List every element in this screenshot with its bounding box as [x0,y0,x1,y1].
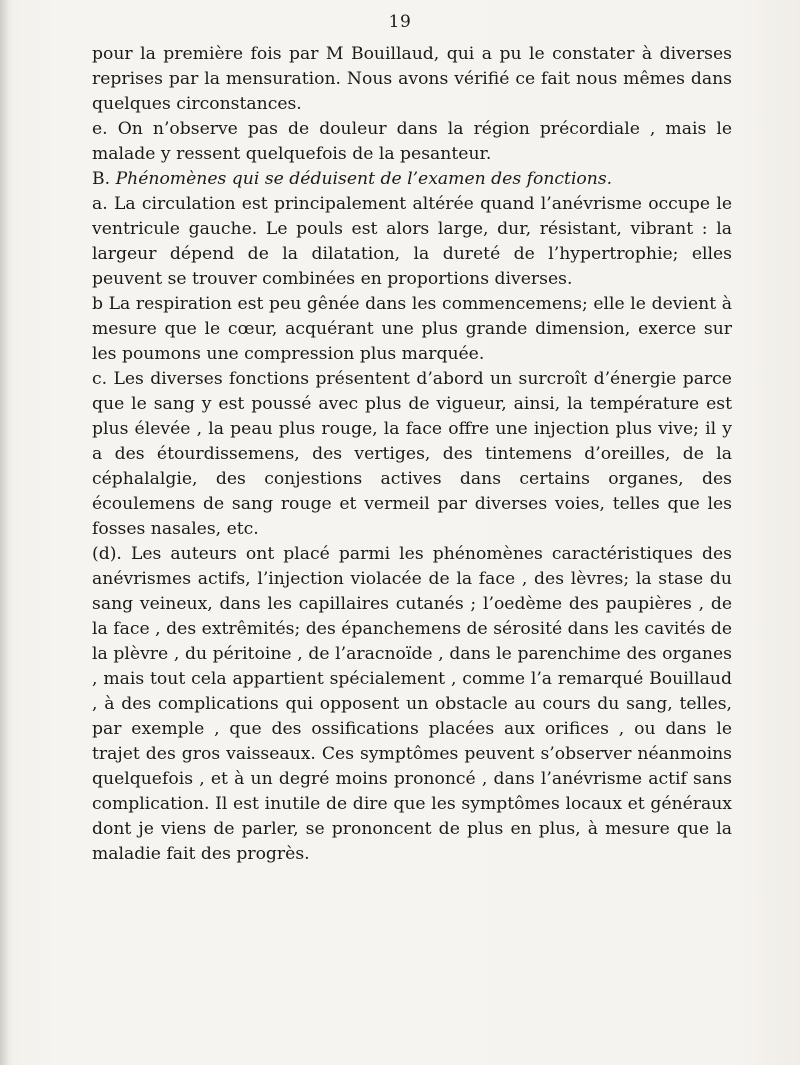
paragraph-b [92,292,732,367]
paragraph-text: Les auteurs ont placé parmi les phénomènes caractéristiques des anévrismes actifs, l’injection violacée de la face , des lèvres; la stase du sang veineux, dans les capillaires cutanés ; l’oedème des paupières , de la face , des extrêmités; des épanchemens de sérosité dans les cavités de la plèvre , du péritoine , de l’aracnoïde , dans le parenchime des organes , mais tout cela appartient spécialement , comme l’a remarqué Bouillaud , à des complications qui opposent un obstacle au cours du sang, telles, par exemple , que des ossifications placées aux orifices , ou dans le trajet des gros vaisseaux. Ces symptômes peuvent s’observer néanmoins quelquefois , et à un degré moins prononcé , dans l’anévrisme actif sans complication. Il est inutile de dire que les symptômes locaux et généraux dont je viens de parler, se prononcent de plus en plus, à mesure que la maladie fait des progrès. [92,544,732,864]
page-number: 19 [388,12,412,32]
paragraph-label: e. [92,119,108,139]
paragraph-continuation [92,42,732,117]
paragraph-text: pour la première fois par M Bouillaud, qui a pu le constater à diverses reprises par la mensuration. Nous avons vérifié ce fait nous mêmes dans quelques circonstances. [92,44,732,114]
body-text [92,42,732,867]
paragraph-label: (d). [92,544,122,564]
paragraph-label: c. [92,369,108,389]
section-heading-B [92,167,732,192]
paragraph-text: La respiration est peu gênée dans les commencemens; elle le devient à mesure que le cœur, acquérant une plus grande dimension, exerce sur les poumons une compression plus marquée. [92,294,732,364]
paragraph-d [92,542,732,867]
paragraph-text: On n’observe pas de douleur dans la région précordiale , mais le malade y ressent quelquefois de la pesanteur. [92,119,732,164]
paragraph-c [92,367,732,542]
paragraph-label: a. [92,194,108,214]
paragraph-a [92,192,732,292]
section-label: B. [92,169,111,189]
paragraph-text: La circulation est principalement altérée quand l’anévrisme occupe le ventricule gauche. Le pouls est alors large, dur, résistant, vibrant : la largeur dépend de la dilatation, la dureté de l’hypertrophie; elles peuvent se trouver combinées en proportions diverses. [92,194,732,289]
paragraph-text: Les diverses fonctions présentent d’abord un surcroît d’énergie parce que le sang y est poussé avec plus de vigueur, ainsi, la température est plus élevée , la peau plus rouge, la face offre une injection plus vive; il y a des étourdissemens, des vertiges, des tintemens d’oreilles, de la céphalalgie, des conjestions actives dans certains organes, des écoulemens de sang rouge et vermeil par diverses voies, telles que les fosses nasales, etc. [92,369,732,539]
section-title: Phénomènes qui se déduisent de l’examen des fonctions. [115,169,613,189]
paragraph-label: b [92,294,104,314]
spine-shadow [0,0,10,1065]
paragraph-e [92,117,732,167]
